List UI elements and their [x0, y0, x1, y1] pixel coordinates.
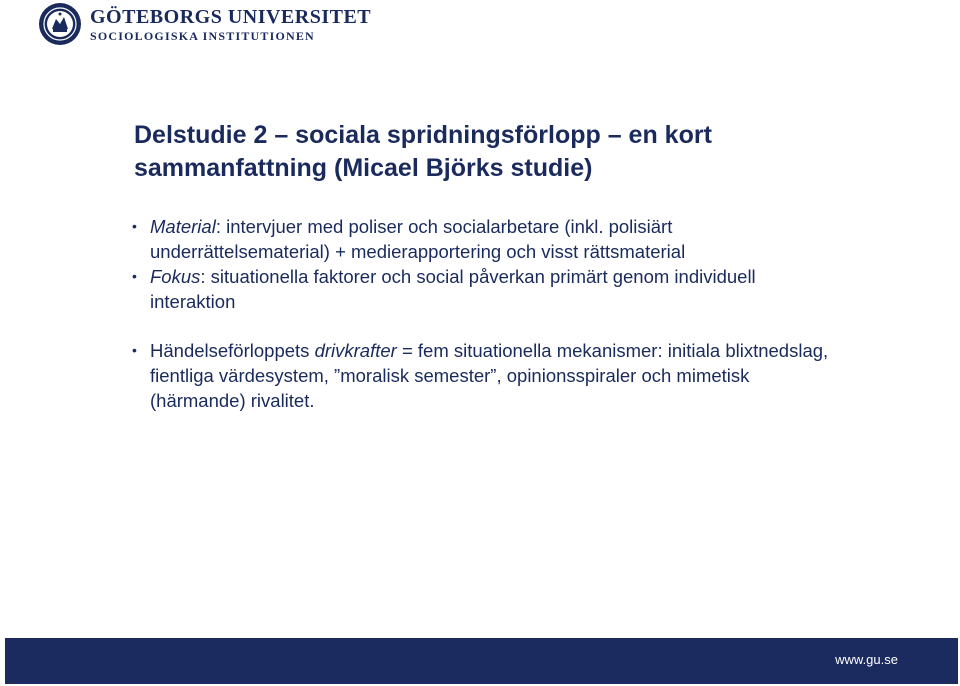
bullet-text: : intervjuer med poliser och socialarbetare (inkl. polisiärt underrättelsematerial) + medierapportering och visst rättsmaterial	[150, 216, 686, 262]
bullet-text: : situationella faktorer och social påverkan primärt genom individuell interaktion	[150, 266, 756, 312]
university-logo	[38, 2, 372, 48]
bullet-label: Material	[150, 216, 216, 237]
footer-url: www.gu.se	[835, 652, 898, 667]
bullet-drivkrafter	[132, 338, 832, 413]
footer-bar	[5, 638, 958, 684]
bullet-label: drivkrafter	[314, 340, 397, 361]
bullet-material	[132, 214, 832, 264]
university-seal-icon	[38, 2, 82, 46]
slide-title: Delstudie 2 – sociala spridningsförlopp – en kort sammanfattning (Micael Björks studie)	[134, 121, 712, 182]
department-name: SOCIOLOGISKA INSTITUTIONEN	[90, 29, 315, 43]
university-name: GÖTEBORGS UNIVERSITET	[90, 6, 372, 28]
bullet-text: = fem situationella mekanismer: initiala blixtnedslag, fientliga värdesystem, ”moralisk semester”, opinionsspiraler och mimetisk (härmande) rivalitet.	[150, 340, 829, 411]
bullet-prefix: Händelseförloppets	[150, 340, 315, 361]
bullet-label: Fokus	[150, 266, 201, 287]
bullet-fokus	[132, 264, 832, 314]
bullet-list	[132, 214, 832, 413]
